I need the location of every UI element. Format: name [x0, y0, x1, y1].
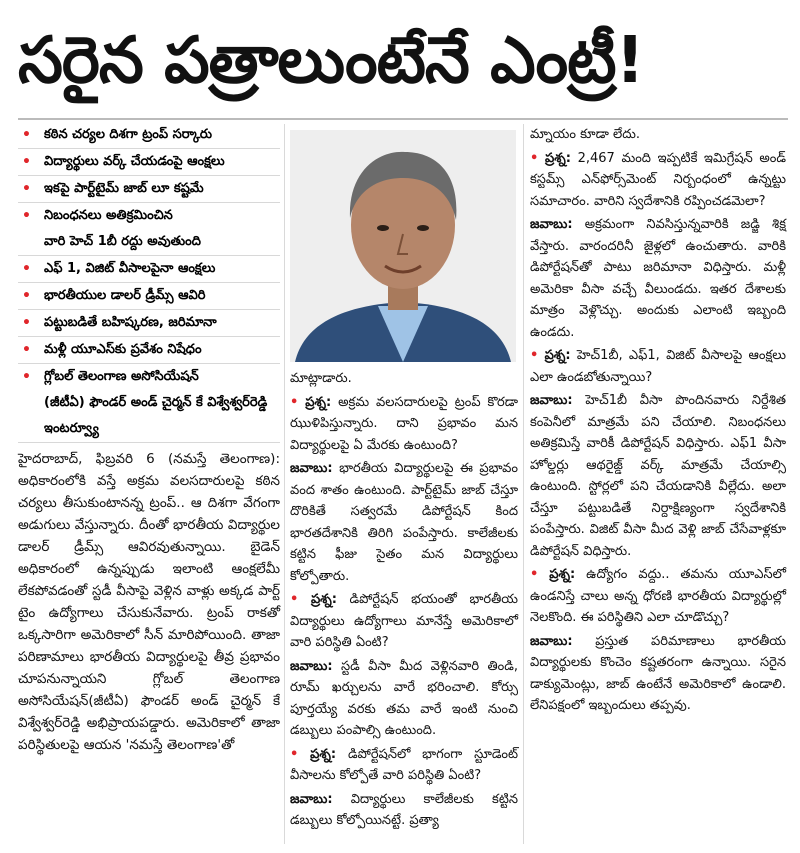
para-label: జవాబు:	[530, 393, 573, 408]
headline-rule	[18, 118, 788, 120]
question-paragraph	[290, 392, 518, 457]
para-text: డిపోర్టేషన్‌లో భాగంగా స్టూడెంట్ వీసాలను కోల్పోతే వారి పరిస్థితి ఏంటి?	[290, 746, 518, 783]
paragraph	[530, 124, 786, 146]
question-bullet-icon: •	[290, 746, 299, 762]
question-paragraph	[530, 345, 786, 388]
para-label: ప్రశ్న:	[310, 746, 337, 762]
bullet-text: నిబంధనలు అతిక్రమించిన	[44, 208, 173, 223]
bullet-item	[18, 256, 280, 283]
answer-paragraph	[290, 458, 518, 587]
para-label: ప్రశ్న:	[310, 592, 337, 607]
answer-paragraph	[530, 631, 786, 717]
paragraph	[290, 368, 518, 390]
para-text: స్టడీ వీసా మీద వెళ్లినవారి తిండి, రూమ్ ఖర్చులను వారే భరించాలి. కోర్సు పూర్తయ్యే వరకు తమ వారే ఇంటి నుంచి డబ్బులు పంపాల్సి ఉంటుంది.	[290, 658, 518, 738]
question-paragraph	[290, 589, 518, 654]
bullet-item	[18, 364, 280, 443]
bullet-item	[18, 149, 280, 176]
bullet-text: గ్లోబల్ తెలంగాణ అసోసియేషన్	[44, 369, 199, 384]
para-text: అక్రమంగా నివసిస్తున్నవారికి జడ్జి శిక్ష వేస్తారు. వారందరినీ జైళ్లలో ఉంచుతారు. వారికి డిపోర్టేషన్‌తో పాటు జరిమానా విధిస్తారు. మళ్లీ అమెరికా వీసా వచ్చే వీలుండదు. ఇతర దేశాలకు మాత్రం వెళ్లొచ్చు. అందుకు ఎలాంటి ఇబ్బంది ఉండదు.	[530, 217, 786, 340]
para-label: జవాబు:	[290, 658, 333, 674]
para-text: 2,467 మంది ఇప్పటికే ఇమిగ్రేషన్ అండ్ కస్టమ్స్ ఎన్‌ఫోర్స్‌మెంట్ నిర్బంధంలో ఉన్నట్టు సమాచారం. వారిని స్వదేశానికి రప్పించడమెలా?	[530, 150, 786, 209]
answer-paragraph	[530, 390, 786, 562]
para-label: జవాబు:	[290, 791, 333, 807]
question-paragraph	[290, 744, 518, 787]
bullet-dot-icon: •	[22, 342, 31, 358]
question-bullet-icon: •	[290, 592, 299, 607]
column-divider	[284, 124, 285, 844]
bullet-item	[18, 337, 280, 364]
bullet-item	[18, 310, 280, 337]
bullet-dot-icon: •	[22, 181, 31, 197]
para-text: భారతీయ విద్యార్థులపై ఈ ప్రభావం వంద శాతం ఉంటుంది. పార్ట్‌టైమ్ జాబ్ చేస్తూ దొరికితే సత్వరమే డిపోర్టేషన్ కింద భారతదేశానికి తిరిగి పంపేస్తారు. కాలేజీలకు కట్టిన ఫీజు సైతం మన విద్యార్థులు కోల్పోతారు.	[290, 461, 518, 584]
bullet-text: విద్యార్థులు వర్క్ చేయడంపై ఆంక్షలు	[44, 154, 225, 169]
para-text: డిపోర్టేషన్ భయంతో భారతీయ విద్యార్థులు ఉద్యోగాలు మానేస్తే అమెరికాలో వారి పరిస్థితి ఏంటి?	[290, 592, 518, 650]
para-label: ప్రశ్న:	[549, 567, 576, 582]
portrait-photo	[290, 130, 516, 362]
para-label: ప్రశ్న:	[305, 394, 332, 410]
para-text: హెచ్1బీ, ఎఫ్1, విజిట్ వీసాలపై ఆంక్షలు ఎలా ఉండబోతున్నాయి?	[530, 348, 786, 385]
article-intro: హైదరాబాద్, ఫిబ్రవరి 6 (నమస్తే తెలంగాణ): అధికారంలోకి వస్తే అక్రమ వలసదారులపై కఠిన చర్యలు తీసుకుంటానన్న ట్రంప్.. ఆ దిశగా వేగంగా అడుగులు వేస్తున్నారు. దీంతో భారతీయ విద్యార్థుల డాలర్ డ్రీమ్స్ ఆవిరవుతున్నాయి. బైడెన్ అధికారంలో ఉన్నప్పుడు ఇలాంటి ఆంక్షలేమీ లేకపోవడంతో స్టడీ వీసాపై వెళ్లిన వాళ్లు అక్కడ పార్ట్ టైం ఉద్యోగాలు చేసుకునేవారు. ట్రంప్ రాకతో ఒక్కసారిగా అమెరికాలో సీన్ మారిపోయింది. తాజా పరిణామాలు భారతీయ విద్యార్థులపై తీవ్ర ప్రభావం చూపనున్నాయని గ్లోబల్ తెలంగాణ అసోసియేషన్(జీటీఏ) ఫౌండర్ అండ్ చైర్మన్ కే విశ్వేశ్వర్‌రెడ్డి అభిప్రాయపడ్డారు. అమెరికాలో తాజా పరిస్థితులపై ఆయన 'నమస్తే తెలంగాణ'తో	[18, 451, 280, 753]
bullet-text: ఇకపై పార్ట్‌టైమ్ జాబ్ లూ కష్టమే	[44, 181, 204, 196]
para-text: మ్నాయం కూడా లేదు.	[530, 127, 641, 142]
bullet-item	[18, 203, 280, 256]
para-text: హెచ్1బీ వీసా పొందినవారు నిర్దేశిత కంపెనీలో మాత్రమే పని చేయాలి. నిబంధనలు అతిక్రమిస్తే వారికీ డిపోర్టేషన్ విధిస్తారు. ఎఫ్1 వీసా హోల్డర్లు ఆథరైజ్డ్ వర్క్ మాత్రమే చేయాల్సి ఉంటుంది. స్టోర్లలో పని చేయడానికి వీల్లేదు. అలా చేస్తూ పట్టుబడితే నిర్దాక్షిణ్యంగా స్వదేశానికి పంపేస్తారు. విజిట్ వీసా మీద వెళ్లి జాబ్ చేసేవాళ్లకూ డిపోర్టేషన్ విధిస్తారు.	[530, 393, 786, 559]
bullet-text: కఠిన చర్యల దిశగా ట్రంప్ సర్కారు	[44, 127, 213, 142]
para-label: జవాబు:	[290, 461, 333, 476]
bullet-dot-icon: •	[22, 261, 31, 277]
bullet-text: భారతీయుల డాలర్ డ్రీమ్స్ ఆవిరి	[44, 288, 206, 303]
para-text: అక్రమ వలసదారులపై ట్రంప్ కొరడా ఝుళిపిస్తున్నారు. దాని ప్రభావం మన విద్యార్థులపై ఏ మేరకు ఉంటుంది?	[290, 394, 518, 453]
para-text: మాట్లాడారు.	[290, 371, 352, 386]
bullet-dot-icon: •	[22, 127, 31, 143]
answer-paragraph	[530, 214, 786, 343]
question-paragraph	[530, 148, 786, 213]
interview-column-middle	[290, 368, 518, 834]
bullet-dot-icon: •	[22, 288, 31, 304]
answer-paragraph	[290, 656, 518, 742]
bullet-text: ఎఫ్ 1, విజిట్ వీసాలపైనా ఆంక్షలు	[44, 261, 216, 276]
para-text: విద్యార్థులు కాలేజీలకు కట్టిన డబ్బులు కోల్పోయినట్టే. ప్రత్యా	[290, 791, 518, 828]
answer-paragraph	[290, 789, 518, 832]
portrait-photo-icon	[290, 130, 516, 362]
para-text: ఉద్యోగం వద్దు.. తమను యూఎస్‌లో ఉండనిస్తే చాలు అన్న ధోరణి భారతీయ విద్యార్థుల్లో నెలకొంది. ఈ పరిస్థితిని ఎలా చూడొచ్చు?	[530, 567, 786, 625]
bullet-dot-icon: •	[22, 208, 31, 224]
bullet-item	[18, 122, 280, 149]
question-bullet-icon: •	[290, 394, 299, 410]
para-text: ప్రస్తుత పరిమాణాలు భారతీయ విద్యార్థులకు కొంచెం కష్టతరంగా ఉన్నాయి. సరైన డాక్యుమెంట్లు, జాబ్ ఉంటేనే అమెరికాలో ఉండాలి. లేనిపక్షంలో ఇబ్బందులు తప్పవు.	[530, 633, 786, 713]
para-label: జవాబు:	[530, 633, 573, 649]
para-label: జవాబు:	[530, 217, 573, 232]
question-bullet-icon: •	[530, 150, 539, 166]
bullet-dot-icon: •	[22, 154, 31, 170]
question-paragraph	[530, 564, 786, 629]
interview-column-right	[530, 124, 786, 719]
bullet-item	[18, 283, 280, 310]
question-bullet-icon: •	[530, 348, 539, 363]
bullet-list	[18, 122, 280, 443]
bullet-text: పట్టుబడితే బహిష్కరణ, జరిమానా	[44, 315, 217, 330]
bullet-text-line2: (జీటీఏ) ఫౌండర్ అండ్ చైర్మన్ కే విశ్వేశ్వర్‌రెడ్డి ఇంటర్వ్యూ	[44, 395, 268, 436]
bullet-text: మళ్లీ యూఎస్‌కు ప్రవేశం నిషేధం	[44, 342, 202, 357]
para-label: ప్రశ్న:	[544, 150, 571, 166]
bullet-text-line2: వారి హెచ్ 1బీ రద్దు అవుతుంది	[44, 234, 201, 249]
bullet-dot-icon: •	[22, 315, 31, 331]
bullet-dot-icon: •	[22, 369, 31, 385]
column-divider	[523, 124, 524, 844]
question-bullet-icon: •	[530, 567, 539, 582]
headline: సరైన పత్రాలుంటేనే ఎంట్రీ!	[18, 24, 644, 98]
bullet-item	[18, 176, 280, 203]
para-label: ప్రశ్న:	[544, 348, 571, 363]
